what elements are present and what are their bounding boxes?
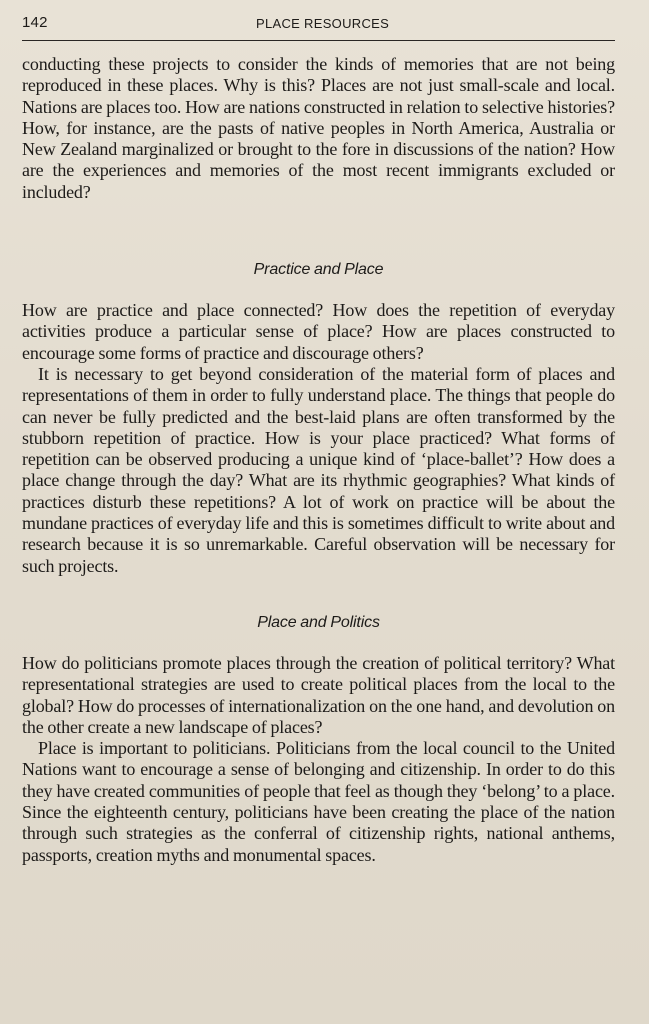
paragraph-practice-1: How are practice and place connected? How does the repetition of everyday activities produce a particular sense of place? How are places constructed to encourage some forms of practice and discourage others? [22, 300, 615, 363]
paragraph-intro: conducting these projects to consider the kinds of memories that are not being reproduced in these places. Why is this? Places are not just small-scale and local. Nations are places too. How are nations constructed in relation to selective histories? How, for instance, are the pasts of native peoples in North America, Australia or New Zealand marginalized or brought to the fore in discussions of the nation? How are the experiences and memories of the most recent immigrants excluded or included? [22, 54, 615, 202]
page-number: 142 [22, 14, 48, 31]
paragraph-politics-2: Place is important to politicians. Politicians from the local council to the United Nations want to encourage a sense of belonging and citizenship. In order to do this they have created communities of people that feel as though they ‘belong’ to a place. Since the eighteenth century, politicians have been creating the place of the nation through such strategies as the conferral of citizenship rights, national anthems, passports, creation myths and monumental spaces. [22, 738, 615, 865]
paragraph-politics-1: How do politicians promote places through the creation of political territory? What representational strategies are used to create political places from the local to the global? How do processes of internationalization on the one hand, and devolution on the other create a new landscape of places? [22, 652, 615, 737]
running-title: PLACE RESOURCES [256, 16, 390, 31]
section-heading-practice-and-place: Practice and Place [253, 261, 384, 279]
running-head [22, 0, 615, 40]
header-rule [22, 40, 615, 41]
body-text [22, 54, 615, 866]
section-heading-place-and-politics: Place and Politics [257, 613, 380, 631]
paragraph-practice-2: It is necessary to get beyond consideration of the material form of places and representations of them in order to fully understand place. The things that people do can never be fully predicted and the best-laid plans are often transformed by the stubborn repetition of practice. How is your place practiced? What forms of repetition can be observed producing a unique kind of ‘place-ballet’? How does a place change through the day? What are its rhythmic geographies? What kinds of practices disturb these repetitions? A lot of work on practice will be about the mundane practices of everyday life and this is sometimes difficult to write about and research because it is so unremarkable. Careful observation will be necessary for such projects. [22, 363, 615, 576]
